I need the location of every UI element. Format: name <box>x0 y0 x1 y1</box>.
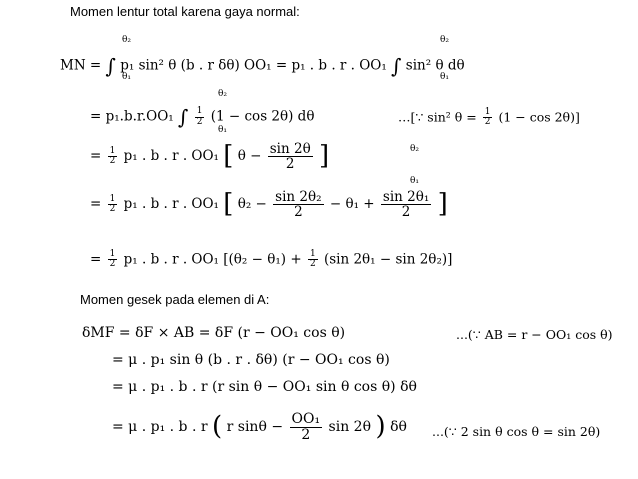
eq3-upper-limit: θ₂ <box>410 144 420 154</box>
right-paren-icon: ) <box>375 411 386 442</box>
integral-sign-icon: ∫ <box>105 54 116 78</box>
friction-equation-1: δMF = δF × AB = δF (r − OO₁ cos θ) <box>82 325 346 341</box>
eq1-upper-limit-a: θ₂ <box>122 35 132 45</box>
friction-equation-1-note: ...(∵ AB = r − OO₁ cos θ) <box>456 327 613 342</box>
eq1-lower-limit-b: θ₁ <box>440 72 450 82</box>
left-paren-icon: ( <box>212 411 223 442</box>
equation-4: = $\frac{1}{2}$ p₁ . b . r . OO₁ [ θ₂ − $\frac{\text{sin 2θ₂}}{2}$ − θ₁ + $\frac{\text{sin 2θ₁}}{2}$ ] <box>90 188 448 221</box>
eq2-lower-limit: θ₁ <box>218 125 228 135</box>
friction-equation-2: = μ . p₁ sin θ (b . r . δθ) (r − OO₁ cos θ) <box>112 352 390 368</box>
eq2-half-fraction: $\frac{1}{2}$ <box>196 106 203 127</box>
caption-normal-force: Momen lentur total karena gaya normal: <box>70 4 300 19</box>
integral-sign-icon: ∫ <box>178 105 189 129</box>
equation-1 <box>60 54 465 78</box>
right-bracket-icon: ] <box>319 140 330 171</box>
eqf4-fraction: $\frac{\text{OO₁}}{2}$ <box>291 411 321 443</box>
eq3-sin-fraction: $\frac{\sin 2\theta}{2}$ <box>269 141 311 173</box>
eq1-rhs: sin² θ dθ <box>405 57 465 74</box>
eq1-lhs: MN = <box>60 57 102 74</box>
eq1-integrand: p₁ sin² θ (b . r δθ) OO₁ = p₁ . b . r . OO₁ <box>120 57 387 74</box>
friction-equation-4-note: ...(∵ 2 sin θ cos θ = sin 2θ) <box>432 424 601 439</box>
right-bracket-icon: ] <box>437 188 448 219</box>
caption-friction-moment: Momen gesek pada elemen di A: <box>80 292 270 307</box>
friction-equation-3: = μ . p₁ . b . r (r sin θ − OO₁ sin θ cos θ) δθ <box>112 379 417 395</box>
eq2-note: …[∵ sin² θ = $\frac{1}{2}$ (1 − cos 2θ)] <box>398 107 580 128</box>
eq2-post: (1 − cos 2θ) dθ <box>210 108 315 125</box>
eq2-pre: = p₁.b.r.OO₁ <box>90 108 174 125</box>
eq1-lower-limit-a: θ₁ <box>122 72 132 82</box>
left-bracket-icon: [ <box>223 140 234 171</box>
eq3-lower-limit: θ₁ <box>410 176 420 186</box>
left-bracket-icon: [ <box>223 188 234 219</box>
friction-equation-4: = μ . p₁ . b . r ( r sinθ − $\frac{\text{OO₁}}{2}$ sin 2θ ) δθ <box>112 411 407 443</box>
eq4-sin-fraction-1: $\frac{\text{sin 2θ₂}}{2}$ <box>275 189 322 221</box>
equation-2 <box>90 105 314 129</box>
integral-sign-icon: ∫ <box>391 54 402 78</box>
eq4-sin-fraction-2: $\frac{\text{sin 2θ₁}}{2}$ <box>382 189 430 221</box>
eq5-half-fraction-1: $\frac{1}{2}$ <box>109 249 116 270</box>
equation-3: = $\frac{1}{2}$ p₁ . b . r . OO₁ [ θ − $\frac{\sin 2\theta}{2}$ ] <box>90 140 330 173</box>
eq1-upper-limit-b: θ₂ <box>440 35 450 45</box>
eq5-half-fraction-2: $\frac{1}{2}$ <box>309 249 316 270</box>
eq4-half-fraction: $\frac{1}{2}$ <box>109 193 116 215</box>
equation-5: = $\frac{1}{2}$ p₁ . b . r . OO₁ [(θ₂ − θ₁) + $\frac{1}{2}$ (sin 2θ₁ − sin 2θ₂)] <box>90 249 453 270</box>
eq3-half-fraction: $\frac{1}{2}$ <box>109 145 116 167</box>
eq2-upper-limit: θ₂ <box>218 89 228 99</box>
